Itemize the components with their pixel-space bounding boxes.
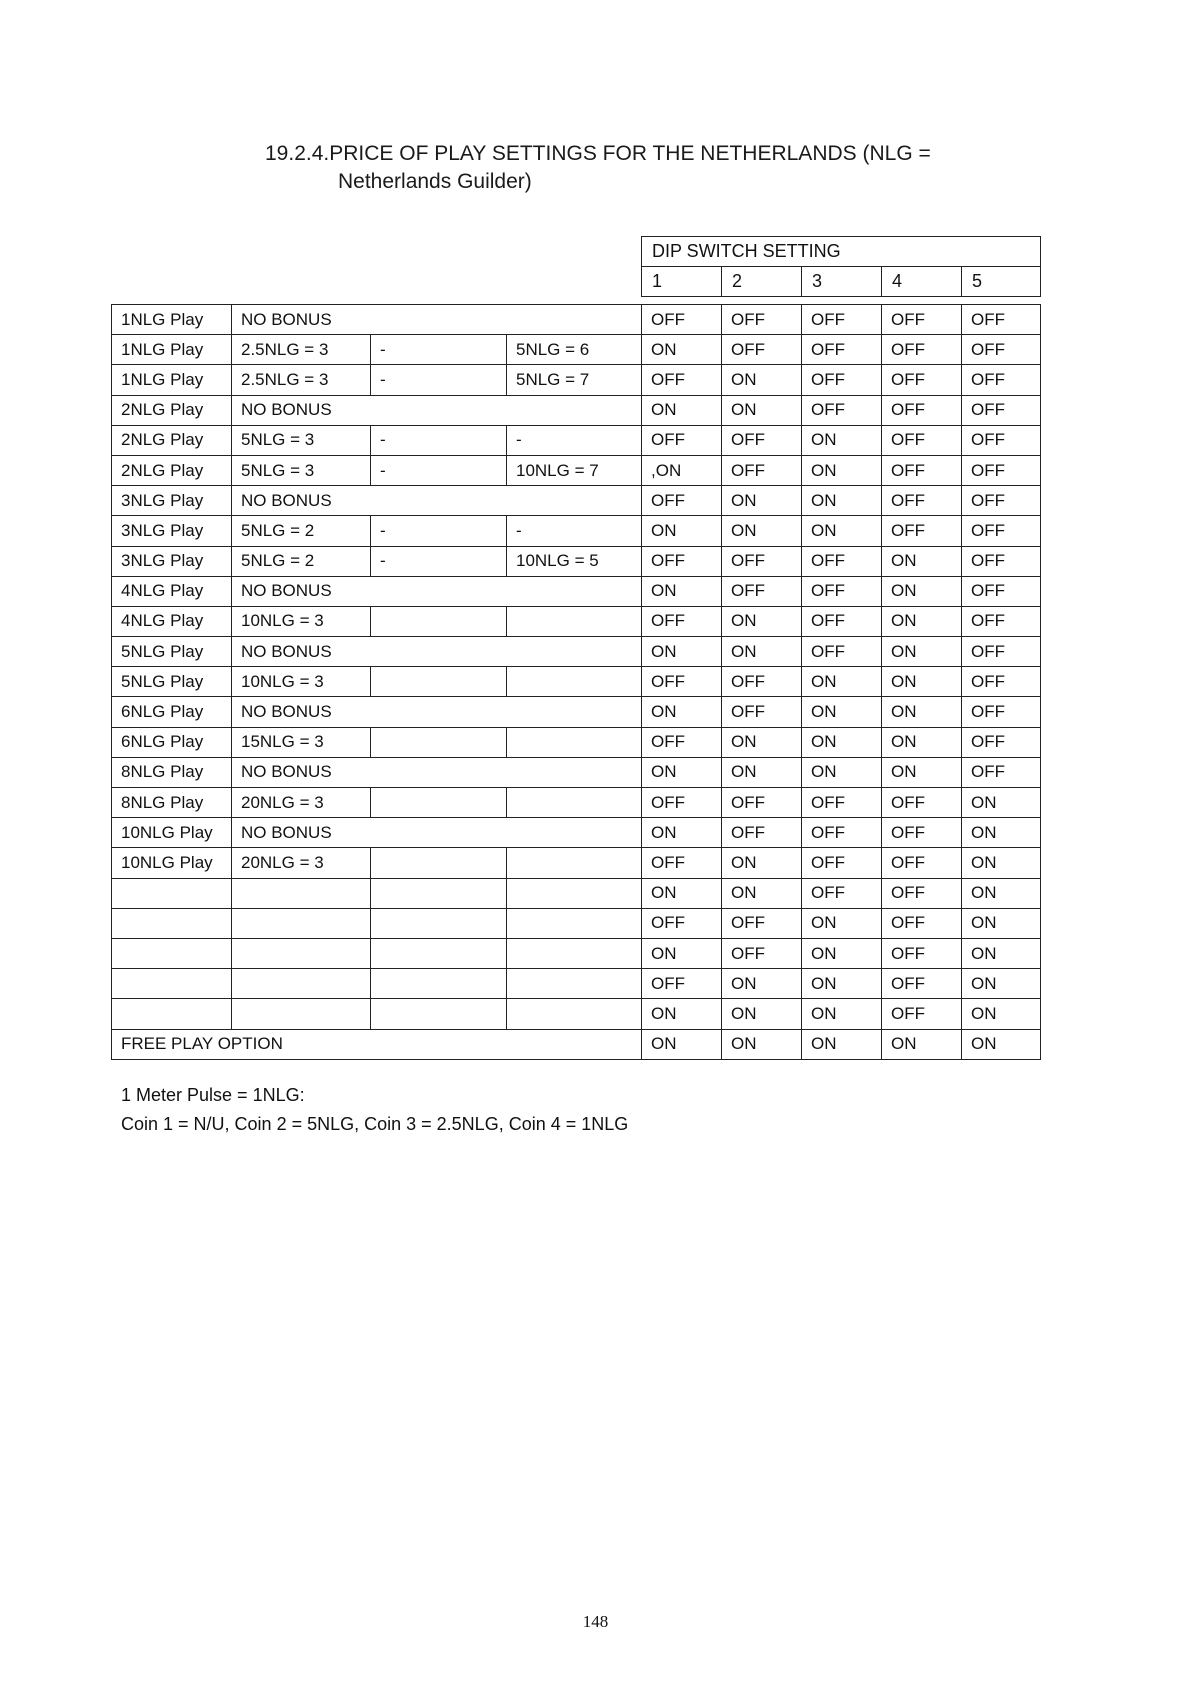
table-row xyxy=(112,606,1041,636)
switch-4-setting-cell: OFF xyxy=(882,395,962,425)
switch-3-setting-cell: ON xyxy=(802,727,882,757)
switch-3-setting-cell: OFF xyxy=(802,818,882,848)
bonus-cell: NO BONUS xyxy=(232,486,642,516)
switch-5-setting-cell: ON xyxy=(962,969,1041,999)
switch-1-setting-cell: OFF xyxy=(642,788,722,818)
switch-1-setting-cell: OFF xyxy=(642,727,722,757)
switch-1-setting-cell: ON xyxy=(642,395,722,425)
switch-2-setting-cell: ON xyxy=(722,395,802,425)
switch-number-1: 1 xyxy=(642,267,722,297)
table-row xyxy=(112,365,1041,395)
switch-4-setting-cell: ON xyxy=(882,1029,962,1059)
title-line-1: 19.2.4.PRICE OF PLAY SETTINGS FOR THE NETHERLANDS (NLG = xyxy=(265,142,931,165)
switch-2-setting-cell: OFF xyxy=(722,697,802,727)
switch-4-setting-cell: ON xyxy=(882,576,962,606)
bonus-extra-cell xyxy=(507,606,642,636)
switch-number-3: 3 xyxy=(802,267,882,297)
switch-4-setting-cell: OFF xyxy=(882,425,962,455)
play-price-cell xyxy=(112,999,232,1029)
switch-5-setting-cell: ON xyxy=(962,788,1041,818)
bonus-extra-cell: - xyxy=(507,516,642,546)
switch-1-setting-cell: OFF xyxy=(642,969,722,999)
bonus-cell xyxy=(232,878,371,908)
switch-2-setting-cell: OFF xyxy=(722,455,802,485)
switch-2-setting-cell: OFF xyxy=(722,576,802,606)
switch-5-setting-cell: OFF xyxy=(962,486,1041,516)
bonus-cell: 10NLG = 3 xyxy=(232,606,371,636)
table-row xyxy=(112,938,1041,968)
table-row xyxy=(112,305,1041,335)
table-row xyxy=(112,395,1041,425)
bonus-extra-cell xyxy=(507,667,642,697)
switch-1-setting-cell: ON xyxy=(642,697,722,727)
bonus-extra-cell xyxy=(507,727,642,757)
table-row xyxy=(112,516,1041,546)
switch-2-setting-cell: OFF xyxy=(722,818,802,848)
bonus-cell: 5NLG = 3 xyxy=(232,425,371,455)
dip-switch-label: DIP SWITCH SETTING xyxy=(642,237,1041,267)
switch-1-setting-cell: ON xyxy=(642,878,722,908)
play-price-cell xyxy=(112,938,232,968)
switch-2-setting-cell: OFF xyxy=(722,667,802,697)
table-row xyxy=(112,425,1041,455)
switch-3-setting-cell: ON xyxy=(802,516,882,546)
switch-1-setting-cell: ON xyxy=(642,335,722,365)
switch-2-setting-cell: ON xyxy=(722,516,802,546)
switch-5-setting-cell: OFF xyxy=(962,576,1041,606)
bonus-separator-cell xyxy=(371,999,507,1029)
table-row xyxy=(112,818,1041,848)
switch-2-setting-cell: ON xyxy=(722,848,802,878)
switch-5-setting-cell: ON xyxy=(962,908,1041,938)
switch-2-setting-cell: OFF xyxy=(722,305,802,335)
switch-1-setting-cell: OFF xyxy=(642,667,722,697)
price-of-play-table xyxy=(111,304,1041,1060)
switch-1-setting-cell: ON xyxy=(642,637,722,667)
bonus-extra-cell: 5NLG = 7 xyxy=(507,365,642,395)
switch-4-setting-cell: OFF xyxy=(882,455,962,485)
bonus-cell: 10NLG = 3 xyxy=(232,667,371,697)
play-price-cell: 1NLG Play xyxy=(112,365,232,395)
section-title xyxy=(265,140,1065,196)
switch-4-setting-cell: ON xyxy=(882,697,962,727)
switch-1-setting-cell: ,ON xyxy=(642,455,722,485)
switch-4-setting-cell: OFF xyxy=(882,365,962,395)
play-price-cell: 1NLG Play xyxy=(112,305,232,335)
bonus-cell xyxy=(232,908,371,938)
bonus-separator-cell xyxy=(371,667,507,697)
table-row xyxy=(112,486,1041,516)
switch-2-setting-cell: OFF xyxy=(722,335,802,365)
switch-3-setting-cell: OFF xyxy=(802,848,882,878)
bonus-separator-cell xyxy=(371,727,507,757)
switch-2-setting-cell: ON xyxy=(722,757,802,787)
play-price-cell: 6NLG Play xyxy=(112,727,232,757)
table-row xyxy=(112,908,1041,938)
free-play-option-cell: FREE PLAY OPTION xyxy=(112,1029,642,1059)
bonus-separator-cell xyxy=(371,606,507,636)
bonus-cell: 5NLG = 2 xyxy=(232,546,371,576)
switch-number-4: 4 xyxy=(882,267,962,297)
switch-5-setting-cell: OFF xyxy=(962,667,1041,697)
switch-1-setting-cell: ON xyxy=(642,999,722,1029)
bonus-extra-cell xyxy=(507,908,642,938)
switch-4-setting-cell: OFF xyxy=(882,999,962,1029)
switch-1-setting-cell: OFF xyxy=(642,425,722,455)
switch-3-setting-cell: ON xyxy=(802,908,882,938)
switch-1-setting-cell: OFF xyxy=(642,305,722,335)
switch-5-setting-cell: OFF xyxy=(962,305,1041,335)
play-price-cell: 3NLG Play xyxy=(112,486,232,516)
bonus-separator-cell: - xyxy=(371,546,507,576)
bonus-cell: 20NLG = 3 xyxy=(232,848,371,878)
bonus-cell: 5NLG = 3 xyxy=(232,455,371,485)
bonus-cell: 20NLG = 3 xyxy=(232,788,371,818)
table-row xyxy=(112,999,1041,1029)
bonus-cell: NO BONUS xyxy=(232,305,642,335)
switch-3-setting-cell: ON xyxy=(802,667,882,697)
switch-5-setting-cell: OFF xyxy=(962,425,1041,455)
play-price-cell: 2NLG Play xyxy=(112,455,232,485)
play-price-cell: 4NLG Play xyxy=(112,606,232,636)
play-price-cell: 3NLG Play xyxy=(112,516,232,546)
bonus-separator-cell: - xyxy=(371,516,507,546)
bonus-cell: 15NLG = 3 xyxy=(232,727,371,757)
coin-mapping-note: Coin 1 = N/U, Coin 2 = 5NLG, Coin 3 = 2.5NLG, Coin 4 = 1NLG xyxy=(121,1114,629,1134)
bonus-cell: NO BONUS xyxy=(232,818,642,848)
bonus-extra-cell xyxy=(507,848,642,878)
switch-1-setting-cell: OFF xyxy=(642,486,722,516)
bonus-extra-cell xyxy=(507,788,642,818)
bonus-extra-cell: 5NLG = 6 xyxy=(507,335,642,365)
switch-2-setting-cell: OFF xyxy=(722,908,802,938)
switch-5-setting-cell: OFF xyxy=(962,727,1041,757)
switch-3-setting-cell: ON xyxy=(802,697,882,727)
switch-3-setting-cell: ON xyxy=(802,969,882,999)
switch-2-setting-cell: OFF xyxy=(722,546,802,576)
switch-4-setting-cell: OFF xyxy=(882,335,962,365)
table-row xyxy=(112,455,1041,485)
switch-number-5: 5 xyxy=(962,267,1041,297)
bonus-cell: NO BONUS xyxy=(232,576,642,606)
title-line-2: Netherlands Guilder) xyxy=(338,170,532,193)
table-row xyxy=(112,576,1041,606)
switch-3-setting-cell: ON xyxy=(802,757,882,787)
table-row xyxy=(112,878,1041,908)
switch-4-setting-cell: ON xyxy=(882,546,962,576)
bonus-cell: NO BONUS xyxy=(232,637,642,667)
switch-1-setting-cell: ON xyxy=(642,818,722,848)
play-price-cell: 10NLG Play xyxy=(112,818,232,848)
switch-1-setting-cell: ON xyxy=(642,576,722,606)
switch-number-2: 2 xyxy=(722,267,802,297)
bonus-cell: 2.5NLG = 3 xyxy=(232,335,371,365)
switch-4-setting-cell: OFF xyxy=(882,305,962,335)
switch-4-setting-cell: OFF xyxy=(882,969,962,999)
bonus-cell: 2.5NLG = 3 xyxy=(232,365,371,395)
switch-2-setting-cell: ON xyxy=(722,606,802,636)
switch-1-setting-cell: ON xyxy=(642,1029,722,1059)
switch-3-setting-cell: ON xyxy=(802,1029,882,1059)
switch-3-setting-cell: OFF xyxy=(802,305,882,335)
switch-5-setting-cell: ON xyxy=(962,818,1041,848)
switch-4-setting-cell: OFF xyxy=(882,486,962,516)
switch-4-setting-cell: OFF xyxy=(882,908,962,938)
switch-5-setting-cell: OFF xyxy=(962,757,1041,787)
table-row xyxy=(112,1029,1041,1059)
bonus-extra-cell: - xyxy=(507,425,642,455)
play-price-cell: 6NLG Play xyxy=(112,697,232,727)
switch-5-setting-cell: OFF xyxy=(962,637,1041,667)
switch-2-setting-cell: ON xyxy=(722,878,802,908)
switch-3-setting-cell: ON xyxy=(802,938,882,968)
switch-3-setting-cell: OFF xyxy=(802,365,882,395)
switch-2-setting-cell: ON xyxy=(722,486,802,516)
table-row xyxy=(112,667,1041,697)
table-row xyxy=(112,335,1041,365)
play-price-cell: 1NLG Play xyxy=(112,335,232,365)
bonus-cell xyxy=(232,999,371,1029)
switch-1-setting-cell: OFF xyxy=(642,546,722,576)
switch-4-setting-cell: ON xyxy=(882,757,962,787)
play-price-cell xyxy=(112,908,232,938)
switch-3-setting-cell: OFF xyxy=(802,878,882,908)
bonus-separator-cell: - xyxy=(371,365,507,395)
switch-2-setting-cell: ON xyxy=(722,1029,802,1059)
switch-2-setting-cell: OFF xyxy=(722,938,802,968)
switch-5-setting-cell: OFF xyxy=(962,546,1041,576)
switch-4-setting-cell: ON xyxy=(882,727,962,757)
switch-3-setting-cell: OFF xyxy=(802,576,882,606)
switch-3-setting-cell: OFF xyxy=(802,546,882,576)
switch-5-setting-cell: OFF xyxy=(962,395,1041,425)
switch-4-setting-cell: ON xyxy=(882,637,962,667)
switch-3-setting-cell: OFF xyxy=(802,335,882,365)
bonus-separator-cell xyxy=(371,878,507,908)
switch-4-setting-cell: OFF xyxy=(882,848,962,878)
switch-2-setting-cell: ON xyxy=(722,969,802,999)
switch-5-setting-cell: OFF xyxy=(962,516,1041,546)
play-price-cell: 2NLG Play xyxy=(112,395,232,425)
switch-1-setting-cell: OFF xyxy=(642,365,722,395)
dip-switch-header xyxy=(641,236,1041,297)
bonus-extra-cell xyxy=(507,938,642,968)
table-row xyxy=(112,697,1041,727)
switch-4-setting-cell: OFF xyxy=(882,516,962,546)
switch-4-setting-cell: OFF xyxy=(882,938,962,968)
bonus-separator-cell xyxy=(371,908,507,938)
bonus-separator-cell xyxy=(371,969,507,999)
bonus-separator-cell: - xyxy=(371,425,507,455)
switch-4-setting-cell: OFF xyxy=(882,788,962,818)
table-row xyxy=(112,546,1041,576)
switch-2-setting-cell: ON xyxy=(722,727,802,757)
play-price-cell: 5NLG Play xyxy=(112,637,232,667)
bonus-cell xyxy=(232,938,371,968)
switch-3-setting-cell: OFF xyxy=(802,395,882,425)
bonus-extra-cell xyxy=(507,999,642,1029)
table-row xyxy=(112,969,1041,999)
bonus-cell: NO BONUS xyxy=(232,697,642,727)
switch-5-setting-cell: ON xyxy=(962,999,1041,1029)
switch-5-setting-cell: OFF xyxy=(962,365,1041,395)
switch-5-setting-cell: OFF xyxy=(962,606,1041,636)
switch-2-setting-cell: ON xyxy=(722,365,802,395)
switch-5-setting-cell: ON xyxy=(962,878,1041,908)
switch-5-setting-cell: ON xyxy=(962,938,1041,968)
play-price-cell: 2NLG Play xyxy=(112,425,232,455)
play-price-cell: 8NLG Play xyxy=(112,788,232,818)
bonus-cell: 5NLG = 2 xyxy=(232,516,371,546)
switch-1-setting-cell: ON xyxy=(642,757,722,787)
table-row xyxy=(112,637,1041,667)
bonus-extra-cell xyxy=(507,969,642,999)
switch-1-setting-cell: ON xyxy=(642,938,722,968)
bonus-cell: NO BONUS xyxy=(232,395,642,425)
switch-3-setting-cell: ON xyxy=(802,486,882,516)
switch-3-setting-cell: OFF xyxy=(802,606,882,636)
bonus-separator-cell xyxy=(371,938,507,968)
notes xyxy=(121,1081,628,1139)
play-price-cell: 3NLG Play xyxy=(112,546,232,576)
meter-pulse-note: 1 Meter Pulse = 1NLG: xyxy=(121,1085,305,1105)
switch-5-setting-cell: ON xyxy=(962,848,1041,878)
switch-2-setting-cell: ON xyxy=(722,637,802,667)
bonus-extra-cell xyxy=(507,878,642,908)
bonus-cell xyxy=(232,969,371,999)
bonus-separator-cell: - xyxy=(371,455,507,485)
switch-1-setting-cell: OFF xyxy=(642,848,722,878)
play-price-cell xyxy=(112,878,232,908)
switch-3-setting-cell: OFF xyxy=(802,788,882,818)
switch-2-setting-cell: OFF xyxy=(722,425,802,455)
switch-1-setting-cell: ON xyxy=(642,516,722,546)
page-number: 148 xyxy=(582,1612,609,1631)
switch-1-setting-cell: OFF xyxy=(642,606,722,636)
switch-3-setting-cell: OFF xyxy=(802,637,882,667)
play-price-cell: 4NLG Play xyxy=(112,576,232,606)
table-row xyxy=(112,788,1041,818)
switch-5-setting-cell: OFF xyxy=(962,335,1041,365)
switch-2-setting-cell: ON xyxy=(722,999,802,1029)
table-row xyxy=(112,848,1041,878)
switch-5-setting-cell: ON xyxy=(962,1029,1041,1059)
switch-3-setting-cell: ON xyxy=(802,455,882,485)
bonus-separator-cell: - xyxy=(371,335,507,365)
switch-4-setting-cell: ON xyxy=(882,606,962,636)
switch-4-setting-cell: OFF xyxy=(882,818,962,848)
bonus-extra-cell: 10NLG = 5 xyxy=(507,546,642,576)
table-row xyxy=(112,757,1041,787)
play-price-cell: 8NLG Play xyxy=(112,757,232,787)
table-row xyxy=(112,727,1041,757)
play-price-cell: 5NLG Play xyxy=(112,667,232,697)
bonus-separator-cell xyxy=(371,788,507,818)
play-price-cell xyxy=(112,969,232,999)
switch-4-setting-cell: ON xyxy=(882,667,962,697)
switch-3-setting-cell: ON xyxy=(802,425,882,455)
bonus-separator-cell xyxy=(371,848,507,878)
bonus-cell: NO BONUS xyxy=(232,757,642,787)
play-price-cell: 10NLG Play xyxy=(112,848,232,878)
switch-3-setting-cell: ON xyxy=(802,999,882,1029)
switch-1-setting-cell: OFF xyxy=(642,908,722,938)
bonus-extra-cell: 10NLG = 7 xyxy=(507,455,642,485)
switch-5-setting-cell: OFF xyxy=(962,455,1041,485)
switch-4-setting-cell: OFF xyxy=(882,878,962,908)
switch-2-setting-cell: OFF xyxy=(722,788,802,818)
switch-5-setting-cell: OFF xyxy=(962,697,1041,727)
